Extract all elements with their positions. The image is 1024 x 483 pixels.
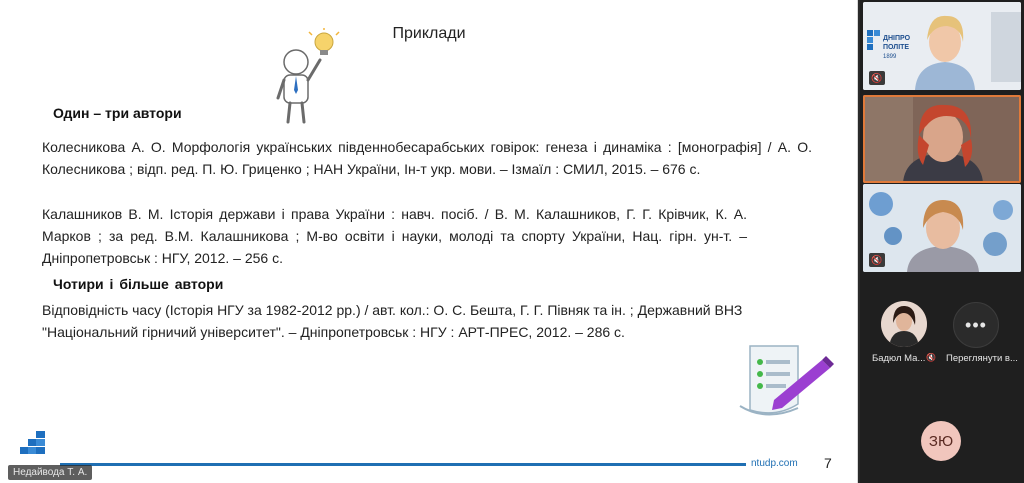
participant-name-4: Бадюл Ма... — [872, 353, 926, 364]
participant-avatar-4[interactable] — [881, 301, 927, 347]
self-avatar-initials[interactable]: ЗЮ — [921, 421, 961, 461]
avatar-photo — [881, 301, 927, 347]
section-heading-four-plus-authors: Чотири і більше автори — [53, 276, 224, 292]
panel-divider — [858, 0, 860, 483]
idea-figure-icon — [268, 28, 340, 124]
participant-video-1 — [863, 2, 1021, 90]
mic-muted-icon: 🔇 — [869, 71, 885, 85]
citation-3: Відповідність часу (Історія НГУ за 1982-2012 рр.) / авт. кол.: О. С. Бешта, Г. Г. Півняк та ін. ; Державний ВНЗ "Національний гірничий університет". – Дніпропетровськ : НГУ : АРТ-ПРЕС, 2012. – 286 с. — [42, 302, 743, 340]
svg-text:1899: 1899 — [883, 54, 897, 60]
participant-video-tile-1[interactable] — [863, 2, 1021, 90]
page-number: 7 — [824, 455, 832, 471]
svg-text:ПОЛІТЕ: ПОЛІТЕ — [883, 44, 910, 51]
participant-video-tile-3[interactable] — [863, 184, 1021, 272]
citation-1: Колесникова А. О. Морфологія українських південнобесарабських говірок: генеза і динаміка : [монографія] / А. О. Колесникова ; відп. ред. П. Ю. Гриценко ; НАН України, Ін-т укр. мови. – Ізмаїл : СМИЛ, 2015. – 676 с. — [42, 139, 812, 177]
footer-divider — [60, 463, 746, 466]
more-participants-button[interactable]: ••• — [953, 302, 999, 348]
mic-muted-icon: 🔇 — [869, 253, 885, 267]
slide-title: Приклади — [392, 25, 466, 42]
section-heading-one-three-authors: Один – три автори — [53, 105, 182, 121]
citation-2: Калашников В. М. Історія держави і права України : навч. посіб. / В. М. Калашников, Г. Г. Крівчик, К. А. Марков ; за ред. В.М. Калашникова ; М-во освіти і науки, молоді та спорту України, Нац. гірн. ун-т. – Дніпропетровськ : НГУ, 2012. – 256 с. — [42, 206, 747, 266]
footer-url: ntudp.com — [751, 458, 798, 469]
university-logo-icon — [14, 431, 50, 461]
svg-text:ДНІПРО: ДНІПРО — [883, 35, 911, 42]
more-participants-label[interactable]: Переглянути в... — [946, 353, 1018, 364]
participant-video-2 — [863, 95, 1021, 183]
participant-video-tile-2[interactable] — [863, 95, 1021, 183]
presenter-name-label: Недайвода Т. А. — [8, 465, 92, 480]
participant-video-3 — [863, 184, 1021, 272]
document-pen-icon — [736, 342, 836, 422]
participant-mic-icon: 🔇 — [926, 353, 936, 362]
